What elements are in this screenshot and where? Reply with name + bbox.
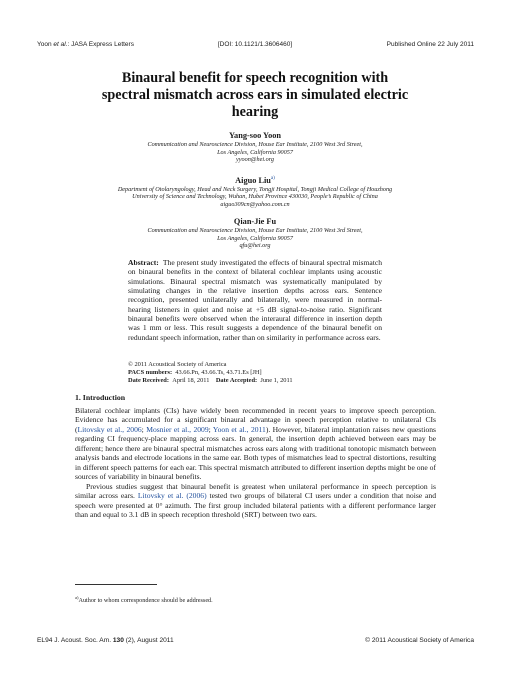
body-text (75, 406, 436, 519)
author-name (60, 174, 450, 186)
pacs-line (128, 369, 382, 377)
pacs-label: PACS numbers: (128, 369, 173, 376)
citation-link[interactable]: Litovsky et al., 2006 (77, 424, 142, 434)
received-label: Date Received: (128, 377, 169, 384)
abstract-text: The present study investigated the effects of binaural spectral mismatch on binaural benefits in the context of bilateral cochlear implants using acoustic simulations. Binaural spectral mismatch was systematically manipulated by simulating changes in the relative insertion depths across ears. Sentence recognition, presented unilaterally and bilaterally, were measured in normal-hearing listeners in quiet and noise at +5 dB signal-to-noise ratio. Significant binaural benefits were observed when the interaural difference in insertion depth was 1 mm or less. This result suggests a dependence of the binaural benefit on redundant speech information, rather than on similarity in performance across ears. (128, 258, 382, 342)
title-line: hearing (231, 104, 279, 120)
paper-title (70, 70, 440, 121)
author-name: Qian-Jie Fu (233, 217, 277, 226)
footnote-mark: a) (75, 595, 79, 600)
footer-copyright: © 2011 Acoustical Society of America (365, 637, 474, 644)
author-name: Yang-soo Yoon (228, 131, 282, 140)
title-line: spectral mismatch across ears in simulated electric (101, 87, 409, 103)
footer-left (37, 637, 174, 644)
header-authors: Yoon (37, 41, 54, 48)
header-etal: et al. (53, 41, 68, 48)
citation-link[interactable]: Litovsky et al. (2006) (137, 491, 207, 501)
header-journal: : JASA Express Letters (67, 41, 134, 48)
author-affiliation: Los Angeles, California 90057 (217, 234, 293, 242)
text-run: ; (141, 424, 147, 434)
author-email: yyoon@hei.org (236, 156, 274, 164)
author-affiliation: Communication and Neuroscience Division, House Ear Institute, 2100 West 3rd Street, (147, 227, 363, 234)
author-name-text: Aiguo Liu (235, 175, 271, 185)
dates-line (128, 377, 382, 385)
footnote-text: Author to whom correspondence should be addressed. (78, 597, 213, 605)
copyright-line: © 2011 Acoustical Society of America (128, 361, 227, 368)
author-email: aiguo309cn@yahoo.com.cn (220, 201, 290, 209)
footnote-marker-link[interactable]: a) (270, 176, 275, 181)
footer-issue: (2), August 2011 (123, 637, 174, 644)
text-run: ). However, bilateral implantation raises new questions regarding CI frequency-place mapping across ears. In general, the insertion depth achieved between ears may be different; hence there are binaural spectral mismatches across ears along with traditional tonotopic mismatch between analysis bands and electrode locations in the same ear. Both types of mismatches lead to spectral distortions, resulting in different speech patterns for each ear. This spectral mismatch attributed to different insertion depths might be one of sources of variability in binaural benefits. (75, 424, 436, 482)
text-run: ; (208, 424, 213, 434)
footnote-divider (75, 584, 157, 585)
paragraph (75, 482, 436, 520)
text-run: tested two groups of bilateral CI users under a condition that noise and speech were presented at 0° azimuth. The first group included bilateral patients with a different performance larger than and equal to 3.1 dB in speech reception threshold (SRT) between two ears. (75, 491, 436, 519)
section-heading: 1. Introduction (75, 393, 126, 402)
abstract (128, 258, 382, 342)
author-affiliation: Communication and Neuroscience Division, House Ear Institute, 2100 West 3rd Street, (147, 141, 363, 148)
accepted-label: Date Accepted: (215, 377, 258, 384)
author-affiliation: Los Angeles, California 90057 (217, 148, 293, 156)
text-run: Previous studies suggest that binaural benefit is greatest when unilateral performance in speech perception is similar across ears. (75, 481, 436, 501)
abstract-label: Abstract: (128, 258, 159, 267)
running-header-published: Published Online 22 July 2011 (386, 41, 474, 48)
footer-volume: 130 (112, 637, 124, 644)
text-run: Bilateral cochlear implants (CIs) have widely been recommended in recent years to improve speech perception. Evidence has accumulated for a significant binaural advantage in speech perception relative to unilateral CIs ( (75, 406, 436, 434)
citation-link[interactable]: Yoon et al., 2011 (212, 424, 266, 434)
author-email: qfu@hei.org (239, 242, 271, 250)
paragraph (75, 406, 436, 482)
author-block (60, 217, 450, 250)
title-line: Binaural benefit for speech recognition with (121, 70, 389, 86)
citation-link[interactable]: Mosnier et al., 2009 (146, 424, 209, 434)
author-block (60, 131, 450, 164)
author-affiliation: Department of Otolaryngology, Head and Neck Surgery, Tongji Hospital, Tongji Medical College of Houzhong (117, 185, 393, 193)
author-block (60, 174, 450, 209)
footer-journal: EL94 J. Acoust. Soc. Am. (37, 637, 113, 644)
footnote (75, 595, 213, 604)
pacs-value: 43.66.Pn, 43.66.Ts, 43.71.Es [JH] (175, 369, 262, 376)
author-affiliation: University of Science and Technology, Wuhan, Hubei Province 430030, People’s Republic of China (132, 193, 378, 201)
running-header-doi: [DOI: 10.1121/1.3606460] (217, 41, 293, 48)
received-value: April 18, 2011 (172, 377, 210, 384)
accepted-value: June 1, 2011 (260, 377, 293, 384)
